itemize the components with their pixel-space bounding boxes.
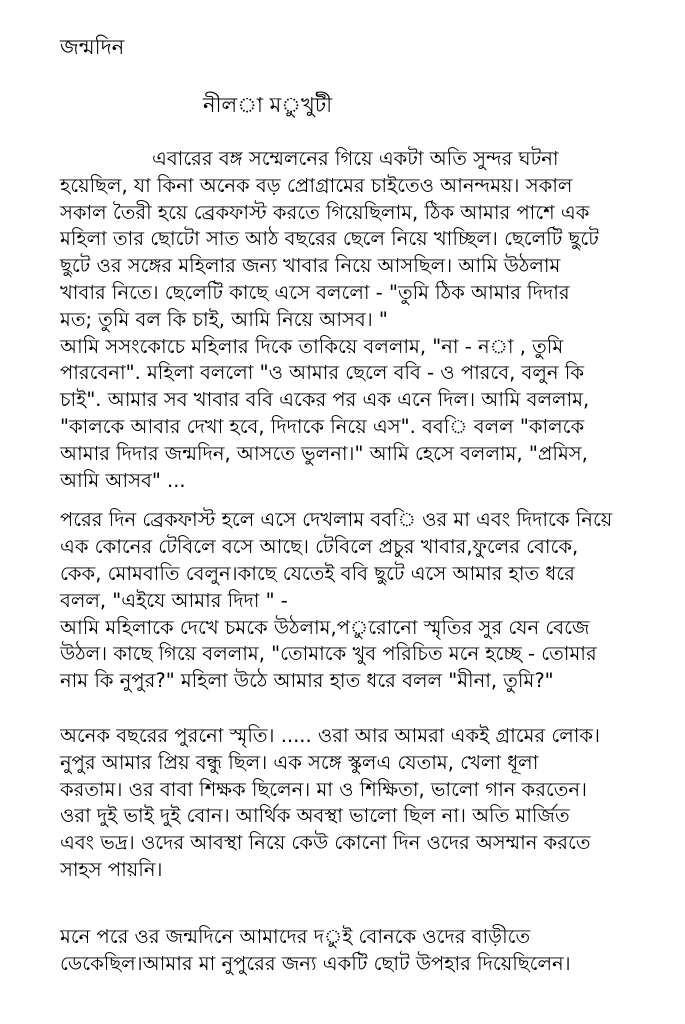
text-line: বলল, "এইযে আমার দিদা " - xyxy=(60,588,288,612)
text-line: পারবেনা". মহিলা বললো "ও আমার ছেলে ববি - ও পারবে, বলুন কি xyxy=(60,361,584,385)
text-line: নাম কি নুপুর?" মহিলা উঠে আমার হাত ধরে বলল "মীনা, তুমি?" xyxy=(60,669,554,693)
text-line: সাহস পায়নি। xyxy=(60,857,163,881)
text-line: করতাম। ওর বাবা শিক্ষক ছিলেন। মা ও শিক্ষিতা, ভালো গান করতেন। xyxy=(60,777,588,801)
text-line: মত; তুমি বল কি চাই, আমি নিয়ে আসব। " xyxy=(60,307,388,331)
text-line: আমি সসংকোচে মহিলার দিকে তাকিয়ে বললাম, "না - ন◌া , তুমি xyxy=(60,334,564,358)
text-line: আমি মহিলাকে দেখে চমকে উঠলাম,প◌ুরোনো স্মৃতির সুর যেন বেজে xyxy=(60,615,590,639)
paragraph xyxy=(60,146,680,494)
text-line: চাই". আমার সব খাবার ববি একের পর এক এনে দিল। আমি বললাম, xyxy=(60,388,590,412)
text-line: এক কোনের টেবিলে বসে আছে। টেবিলে প্রচুর খাবার,ফুলের বোকে, xyxy=(60,535,579,559)
text-line: ওরা দুই ভাই দুই বোন। আর্থিক অবস্থা ভালো ছিল না। অতি মার্জিত xyxy=(60,804,570,828)
text-line: মনে পরে ওর জন্মদিনে আমাদের দ◌ুই বোনকে ওদের বাড়ীতে xyxy=(60,924,531,948)
text-line: খাবার নিতে। ছেলেটি কাছে এসে বললো - "তুমি ঠিক আমার দিদার xyxy=(60,280,570,304)
text-line: এবারের বঙ্গ সম্মেলনের গিয়ে একটা অতি সুন্দর ঘটনা xyxy=(152,147,559,170)
text-line: অনেক বছরের পুরনো স্মৃতি। ..... ওরা আর আমরা একই গ্রামের লোক। xyxy=(60,723,601,747)
text-line: পরের দিন ব্রেকফাস্ট হলে এসে দেখলাম বব◌ি ওর মা এবং দিদাকে নিয়ে xyxy=(60,508,613,532)
text-line: উঠল। কাছে গিয়ে বললাম, "তোমাকে খুব পরিচিত মনে হচ্ছে - তোমার xyxy=(60,642,597,666)
author-name: নীল◌া ম◌ুখুটী xyxy=(203,93,333,117)
text-line: আমি আসব" ... xyxy=(60,468,186,492)
text-line: এবং ভদ্র। ওদের আবস্থা নিয়ে কেউ কোনো দিন ওদের অসম্মান করতে xyxy=(60,831,591,855)
paragraph xyxy=(60,723,680,884)
text-line: কেক, মোমবাতি বেলুন।কাছে যেতেই ববি ছুটে এসে আমার হাত ধরে xyxy=(60,561,575,585)
text-line: আমার দিদার জন্মদিন, আসতে ভুলনা।" আমি হেসে বললাম, "প্রমিস, xyxy=(60,441,588,465)
document-body xyxy=(60,146,680,977)
text-line: ছুটে ওর সঙ্গের মহিলার জন্য খাবার নিয়ে আসছিল। আমি উঠলাম xyxy=(60,254,561,278)
text-line: মহিলা তার ছোটো সাত আঠ বছরের ছেলে নিয়ে খাচ্ছিল। ছেলেটি ছুটে xyxy=(60,227,599,251)
text-line: "কালকে আবার দেখা হবে, দিদাকে নিয়ে এস". বব◌ি বলল "কালকে xyxy=(60,414,585,438)
text-line: ডেকেছিল।আমার মা নুপুরের জন্য একটি ছোট উপহার দিয়েছিলেন। xyxy=(60,951,571,975)
paragraph xyxy=(60,924,680,978)
paragraph xyxy=(60,507,680,695)
text-line: সকাল তৈরী হয়ে ব্রেকফাস্ট করতে গিয়েছিলাম, ঠিক আমার পাশে এক xyxy=(60,200,590,224)
document-title: জন্মদিন xyxy=(60,35,125,59)
text-line: নুপুর আমার প্রিয় বন্ধু ছিল। এক সঙ্গে স্কুলএ যেতাম, খেলা ধূলা xyxy=(60,750,539,774)
text-line: হয়েছিল, যা কিনা অনেক বড় প্রোগ্রামের চাইতেও আনন্দময়। সকাল xyxy=(60,173,573,197)
